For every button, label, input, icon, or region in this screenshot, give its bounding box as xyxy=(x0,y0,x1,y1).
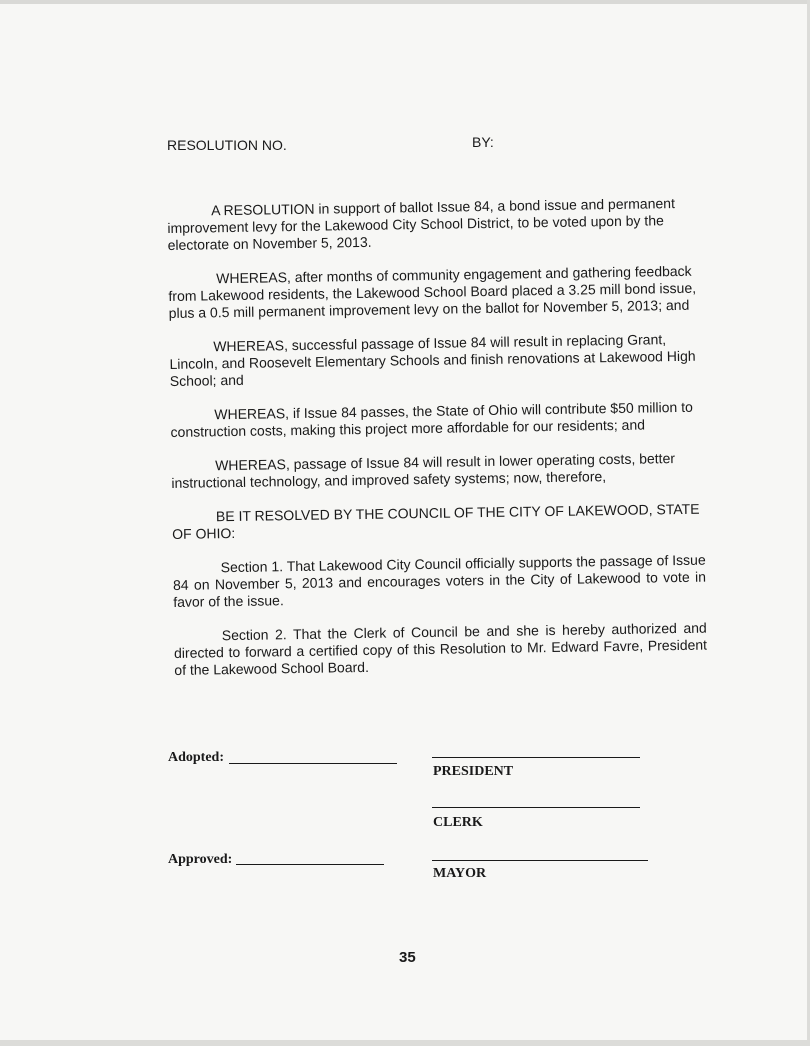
whereas-paragraph-2: WHEREAS, successful passage of Issue 84 will result in replacing Grant, Lincoln, and Roosevelt Elementary Schools and finish renovations at Lakewood High School; and xyxy=(169,331,696,389)
approved-signature-line xyxy=(236,864,384,865)
section-1-paragraph: Section 1. That Lakewood City Council officially supports the passage of Issue 84 on November 5, 2013 and encourages voters in the City of Lakewood to vote in favor of the issue. xyxy=(172,551,707,610)
scan-edge-bottom xyxy=(0,1040,810,1046)
whereas-paragraph-4: WHEREAS, passage of Issue 84 will result in lower operating costs, better instructional technology, and improved safety systems; now, therefore, xyxy=(171,450,676,491)
mayor-label: MAYOR xyxy=(433,866,487,881)
resolved-paragraph: BE IT RESOLVED BY THE COUNCIL OF THE CITY OF LAKEWOOD, STATE OF OHIO: xyxy=(172,500,700,542)
page-number: 35 xyxy=(399,949,416,966)
president-signature-line xyxy=(432,757,640,758)
mayor-signature-line xyxy=(432,860,648,861)
resolution-body xyxy=(167,195,708,696)
adopted-label: Adopted: xyxy=(168,750,225,765)
adopted-signature-line xyxy=(229,763,397,764)
resolution-number-label: RESOLUTION NO. xyxy=(167,137,287,153)
whereas-paragraph-1: WHEREAS, after months of community engagement and gathering feedback from Lakewood residents, the Lakewood School Board placed a 3.25 mill bond issue, plus a 0.5 mill permanent improvement levy on the ballot for November 5, 2013; and xyxy=(168,262,697,321)
section-2-paragraph: Section 2. That the Clerk of Council be and she is hereby authorized and directed to forward a certified copy of this Resolution to Mr. Edward Favre, President of the Lakewood School Board. xyxy=(173,619,708,678)
approved-label: Approved: xyxy=(168,852,233,867)
president-label: PRESIDENT xyxy=(433,764,514,779)
scan-edge-top xyxy=(0,0,810,4)
resolution-intro-paragraph: A RESOLUTION in support of ballot Issue 84, a bond issue and permanent improvement levy for the Lakewood City School District, to be voted upon by the electorate on November 5, 2013. xyxy=(167,195,676,253)
clerk-signature-line xyxy=(432,807,640,808)
whereas-paragraph-3: WHEREAS, if Issue 84 passes, the State of Ohio will contribute $50 million to construction costs, making this project more affordable for our residents; and xyxy=(170,398,693,440)
clerk-label: CLERK xyxy=(433,815,483,830)
by-label: BY: xyxy=(472,134,494,150)
